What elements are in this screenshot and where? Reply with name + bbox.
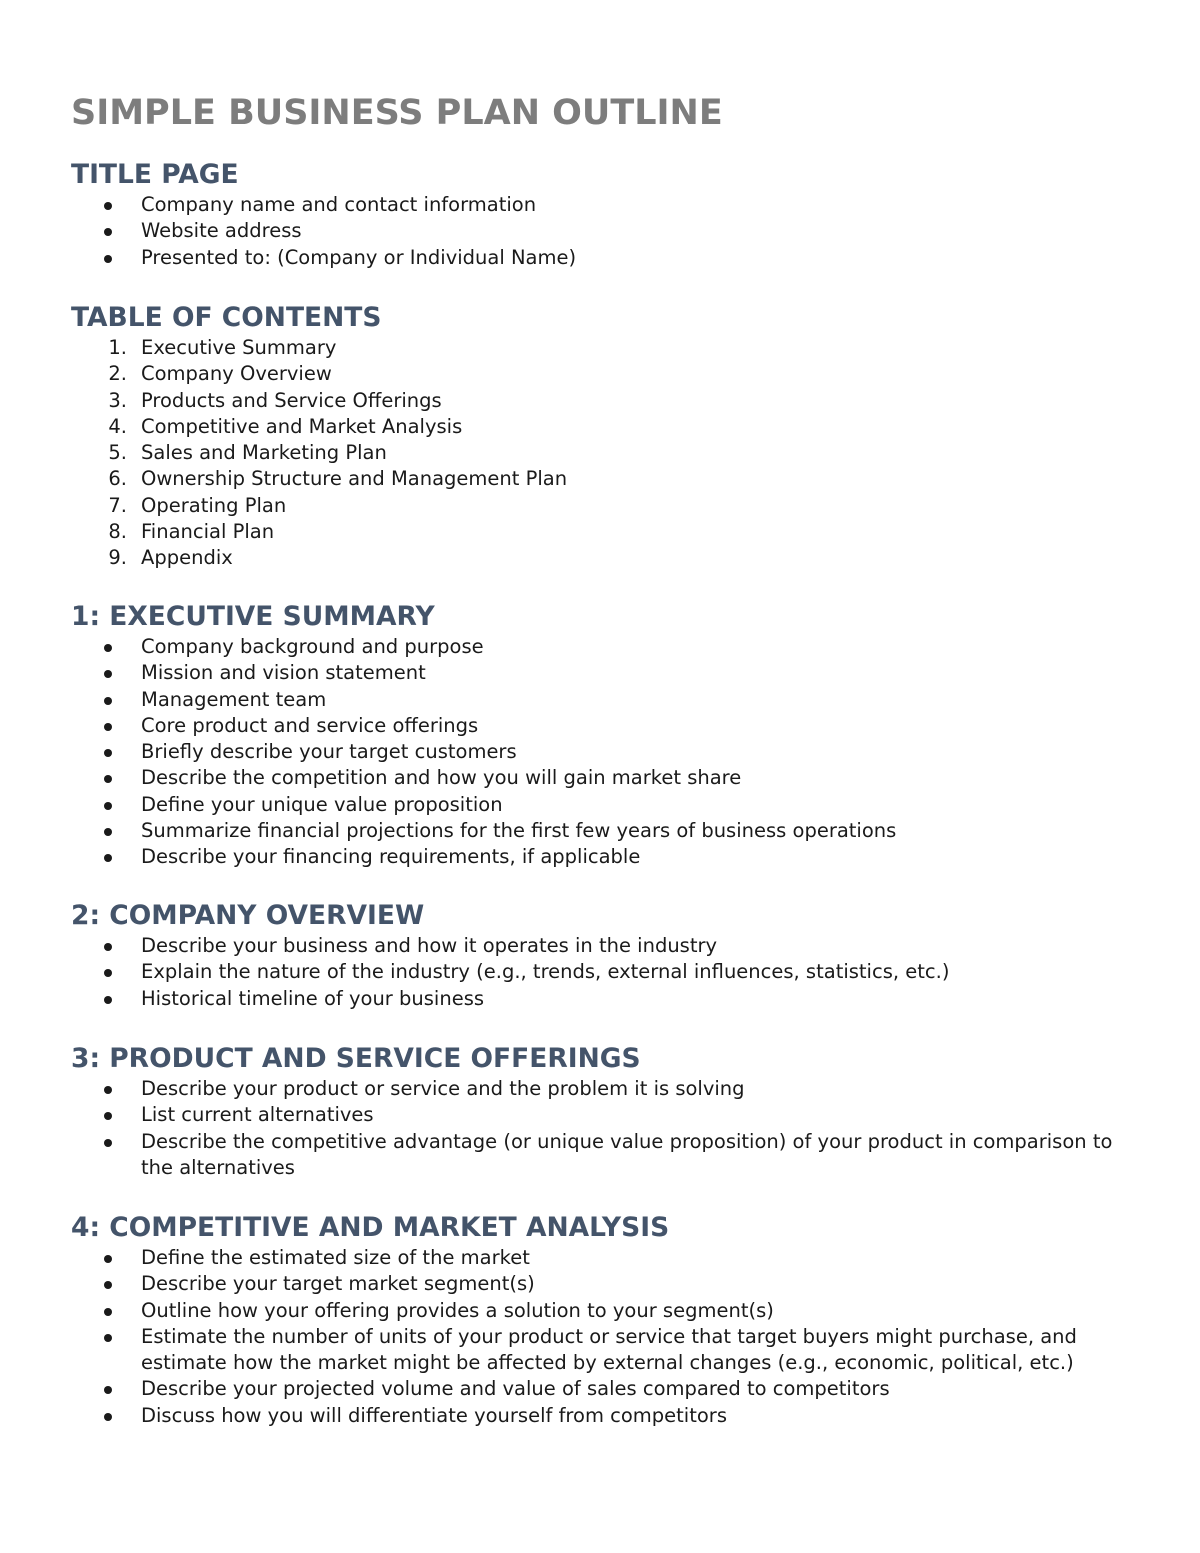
bullet-icon [104, 1112, 112, 1120]
list-item [71, 335, 1141, 361]
bullet-icon [104, 1086, 112, 1094]
bullet-icon [104, 723, 112, 731]
bullet-list [71, 634, 1141, 871]
list-item [71, 1324, 1141, 1377]
list-item [71, 545, 1141, 571]
section-heading: 3: PRODUCT AND SERVICE OFFERINGS [71, 1043, 641, 1074]
numbered-list [71, 335, 1141, 572]
list-number: 3. [108, 388, 127, 412]
list-number: 2. [108, 362, 127, 386]
bullet-icon [104, 854, 112, 862]
bullet-icon [104, 969, 112, 977]
list-item-text: Website address [141, 219, 302, 243]
bullet-icon [104, 1281, 112, 1289]
list-number: 7. [108, 493, 127, 517]
section-competitive-and-market-analysis [71, 1211, 1141, 1429]
list-item [71, 844, 1141, 870]
list-number: 4. [108, 414, 127, 438]
list-item [71, 959, 1141, 985]
list-item-text: Describe your target market segment(s) [141, 1272, 535, 1296]
list-item-text: List current alternatives [141, 1103, 374, 1127]
list-item [71, 986, 1141, 1012]
list-item [71, 1102, 1141, 1128]
bullet-list [71, 933, 1141, 1012]
list-item [71, 1271, 1141, 1297]
bullet-list [71, 1076, 1141, 1181]
list-item-text: Core product and service offerings [141, 713, 479, 737]
list-item [71, 1076, 1141, 1102]
list-item [71, 818, 1141, 844]
bullet-icon [104, 775, 112, 783]
bullet-icon [104, 255, 112, 263]
section-heading: TITLE PAGE [71, 159, 239, 190]
section-executive-summary [71, 600, 1141, 871]
list-item-text: Discuss how you will differentiate yourself from competitors [141, 1403, 727, 1427]
section-heading: 2: COMPANY OVERVIEW [71, 900, 425, 931]
list-item-text: Operating Plan [141, 493, 287, 517]
list-item-text: Products and Service Offerings [141, 388, 442, 412]
list-item-text: Company Overview [141, 362, 332, 386]
list-item-text: Company background and purpose [141, 635, 484, 658]
bullet-icon [104, 1308, 112, 1316]
bullet-icon [104, 202, 112, 210]
list-item-text: Ownership Structure and Management Plan [141, 467, 568, 491]
bullet-icon [104, 802, 112, 810]
list-item-text: Competitive and Market Analysis [141, 414, 463, 438]
list-item [71, 361, 1141, 387]
list-item-text: Define the estimated size of the market [141, 1246, 530, 1269]
bullet-icon [104, 1386, 112, 1394]
list-item-text: Appendix [141, 546, 233, 570]
list-item [71, 1129, 1141, 1182]
list-item-text: Estimate the number of units of your product or service that target buyers might purchase, and estimate how the market might be affected by external changes (e.g., economic, political, etc.) [141, 1324, 1077, 1375]
list-number: 1. [108, 336, 127, 359]
section-heading: TABLE OF CONTENTS [71, 302, 382, 333]
list-item [71, 1245, 1141, 1271]
list-number: 9. [108, 546, 127, 570]
list-item-text: Sales and Marketing Plan [141, 441, 387, 465]
list-item-text: Describe the competition and how you will gain market share [141, 766, 742, 790]
list-item-text: Describe your projected volume and value of sales compared to competitors [141, 1377, 890, 1401]
list-item [71, 765, 1141, 791]
bullet-icon [104, 749, 112, 757]
list-item-text: Describe your business and how it operates in the industry [141, 934, 718, 957]
list-item [71, 933, 1141, 959]
bullet-list [71, 192, 1141, 271]
bullet-icon [104, 1255, 112, 1263]
list-item-text: Describe your financing requirements, if applicable [141, 845, 641, 869]
list-item-text: Describe your product or service and the problem it is solving [141, 1077, 745, 1100]
list-item [71, 1403, 1141, 1429]
list-item-text: Historical timeline of your business [141, 986, 485, 1010]
list-item [71, 634, 1141, 660]
list-item [71, 414, 1141, 440]
list-item-text: Summarize financial projections for the first few years of business operations [141, 819, 897, 843]
bullet-icon [104, 1139, 112, 1147]
list-item-text: Explain the nature of the industry (e.g., trends, external influences, statistics, etc.) [141, 960, 950, 984]
list-item-text: Define your unique value proposition [141, 792, 503, 816]
section-product-and-service-offerings [71, 1042, 1141, 1181]
list-item-text: Mission and vision statement [141, 661, 426, 685]
list-item [71, 218, 1141, 244]
list-item-text: Outline how your offering provides a solution to your segment(s) [141, 1298, 774, 1322]
list-item [71, 739, 1141, 765]
list-item-text: Financial Plan [141, 520, 275, 544]
document-title: SIMPLE BUSINESS PLAN OUTLINE [71, 93, 723, 133]
list-item [71, 519, 1141, 545]
list-item [71, 388, 1141, 414]
list-number: 6. [108, 467, 127, 491]
section-heading: 1: EXECUTIVE SUMMARY [71, 601, 435, 632]
bullet-icon [104, 228, 112, 236]
list-item-text: Management team [141, 687, 327, 711]
list-item [71, 660, 1141, 686]
list-item [71, 192, 1141, 218]
list-item [71, 713, 1141, 739]
section-title-page [71, 158, 1141, 271]
bullet-icon [104, 1413, 112, 1421]
list-item-text: Briefly describe your target customers [141, 740, 517, 764]
list-item [71, 493, 1141, 519]
list-item [71, 466, 1141, 492]
list-item-text: Company name and contact information [141, 193, 537, 216]
list-item [71, 440, 1141, 466]
bullet-icon [104, 1334, 112, 1342]
list-item [71, 245, 1141, 271]
list-item-text: Presented to: (Company or Individual Name) [141, 245, 577, 269]
list-item [71, 687, 1141, 713]
bullet-icon [104, 644, 112, 652]
bullet-icon [104, 996, 112, 1004]
list-item-text: Describe the competitive advantage (or unique value proposition) of your product in comparison to the alternatives [141, 1129, 1113, 1179]
section-heading: 4: COMPETITIVE AND MARKET ANALYSIS [71, 1212, 670, 1243]
list-item [71, 1298, 1141, 1324]
list-item [71, 792, 1141, 818]
bullet-icon [104, 670, 112, 678]
list-item-text: Executive Summary [141, 336, 337, 359]
list-number: 8. [108, 520, 127, 544]
bullet-list [71, 1245, 1141, 1429]
bullet-icon [104, 943, 112, 951]
bullet-icon [104, 828, 112, 836]
section-table-of-contents [71, 301, 1141, 572]
bullet-icon [104, 697, 112, 705]
list-item [71, 1376, 1141, 1402]
section-company-overview [71, 899, 1141, 1012]
list-number: 5. [108, 441, 127, 465]
